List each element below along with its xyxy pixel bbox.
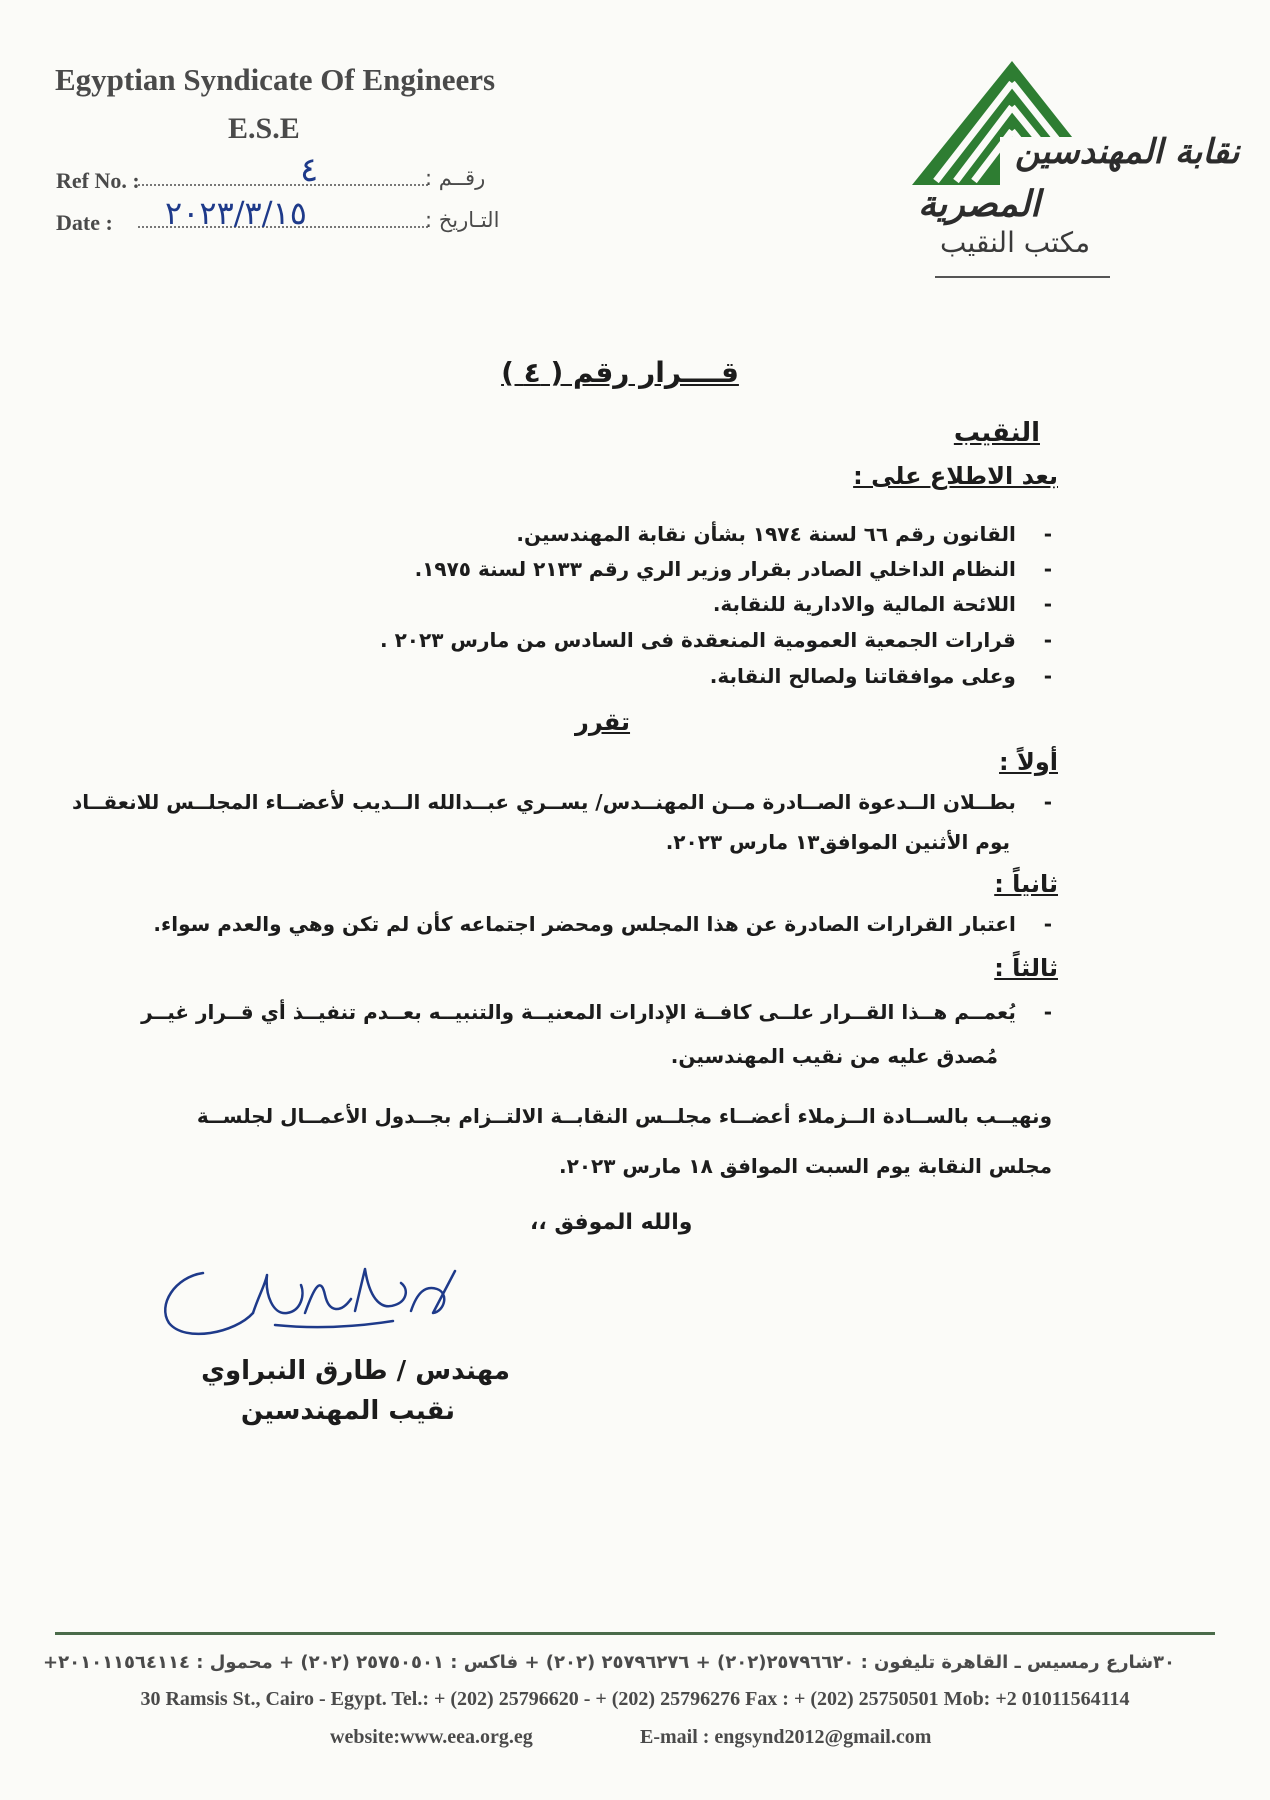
- office-underline: [935, 276, 1110, 278]
- footer-website: website:www.eea.org.eg: [330, 1726, 533, 1748]
- syndicate-logo-icon: [900, 55, 1130, 195]
- salutation: والله الموفق ،،: [530, 1210, 693, 1235]
- bullet-marker: -: [1043, 912, 1052, 936]
- reference-item: [415, 557, 1052, 581]
- first-text-line2: يوم الأثنين الموافق١٣ مارس ٢٠٢٣.: [665, 830, 1010, 854]
- third-item: [141, 1000, 1052, 1024]
- third-text-line1: يُعمــم هــذا القــرار علــى كافــة الإدارات المعنيــة والتنبيــه بعــدم تنفيــذ أي قــرار غيــر: [141, 1000, 1016, 1024]
- ref-label: Ref No. :: [56, 168, 140, 193]
- reference-text: اللائحة المالية والادارية للنقابة.: [712, 592, 1016, 616]
- signer-title: نقيب المهندسين: [240, 1396, 455, 1426]
- reference-item: [713, 592, 1052, 616]
- third-text-line2: مُصدق عليه من نقيب المهندسين.: [670, 1044, 998, 1068]
- footer-address-english: 30 Ramsis St., Cairo - Egypt. Tel.: + (202) 25796620 - + (202) 25796276 Fax : + (202) 25750501 Mob: +2 01011564114: [140, 1688, 1130, 1710]
- second-text: اعتبار القرارات الصادرة عن هذا المجلس ومحضر اجتماعه كأن لم تكن وهي والعدم سواء.: [153, 912, 1016, 936]
- bullet-marker: -: [1043, 1000, 1052, 1024]
- decides-heading: تقرر: [575, 708, 631, 736]
- bullet-marker: -: [1043, 522, 1052, 546]
- date-value: ٢٠٢٣/٣/١٥: [165, 194, 307, 232]
- decision-title: قــــرار رقم ( ٤ ): [501, 356, 739, 389]
- footer-email: E-mail : engsynd2012@gmail.com: [640, 1726, 932, 1748]
- reference-item: [710, 664, 1052, 688]
- date-label-arabic: التـاريخ :: [425, 208, 500, 232]
- handwritten-signature-icon: [155, 1255, 465, 1345]
- footer-address-arabic: ٣٠شارع رمسيس ـ القاهرة تليفون : ٢٥٧٩٦٦٢٠(٢٠٢) + ٢٥٧٩٦٢٧٦ (٢٠٢) + فاكس : ٢٥٧٥٠٥٠١ (٢٠٢) + محمول : ٢٠١٠١١٥٦٤١١٤+: [43, 1652, 1175, 1673]
- first-heading: أولاً :: [999, 748, 1058, 776]
- reference-heading: بعد الاطلاع على :: [853, 462, 1058, 490]
- closing-line1: ونهيــب بالســادة الــزملاء أعضــاء مجلــس النقابــة الالتــزام بجــدول الأعمــال لجلســة: [196, 1104, 1052, 1128]
- office-label: مكتب النقيب: [940, 226, 1091, 259]
- closing-line2: مجلس النقابة يوم السبت الموافق ١٨ مارس ٢٠٢٣.: [559, 1154, 1052, 1178]
- signer-name: مهندس / طارق النبراوي: [201, 1356, 510, 1386]
- second-heading: ثانياً :: [994, 870, 1058, 898]
- reference-text: النظام الداخلي الصادر بقرار وزير الري رقم ٢١٣٣ لسنة ١٩٧٥.: [414, 557, 1016, 581]
- date-label: Date :: [56, 210, 113, 235]
- ref-dotted-line: [138, 184, 428, 186]
- bullet-marker: -: [1043, 664, 1052, 688]
- reference-text: وعلى موافقاتنا ولصالح النقابة.: [709, 664, 1016, 688]
- ref-label-arabic: رقــم :: [425, 166, 486, 190]
- third-heading: ثالثاً :: [994, 954, 1058, 982]
- reference-text: قرارات الجمعية العمومية المنعقدة فى السادس من مارس ٢٠٢٣ .: [380, 628, 1016, 652]
- reference-item: [516, 522, 1052, 546]
- footer-divider: [55, 1632, 1215, 1635]
- reference-text: القانون رقم ٦٦ لسنة ١٩٧٤ بشأن نقابة المهندسين.: [516, 522, 1016, 546]
- organization-name: Egyptian Syndicate Of Engineers: [55, 62, 496, 97]
- organization-abbreviation: E.S.E: [228, 112, 300, 145]
- second-item: [153, 912, 1052, 936]
- logo-text-line2: المصرية: [918, 184, 1041, 225]
- bullet-marker: -: [1043, 790, 1052, 814]
- first-text-line1: بطــلان الــدعوة الصــادرة مــن المهنــدس/ يســري عبــدالله الــديب لأعضــاء المجلــس للانعقــاد: [71, 790, 1016, 814]
- bullet-marker: -: [1043, 557, 1052, 581]
- issuer-heading: النقيب: [953, 418, 1040, 448]
- bullet-marker: -: [1043, 592, 1052, 616]
- first-item: [72, 790, 1052, 814]
- ref-value: ٤: [300, 150, 319, 190]
- bullet-marker: -: [1043, 628, 1052, 652]
- logo-text-line1: نقابة المهندسين: [1015, 132, 1240, 172]
- reference-item: [380, 628, 1052, 652]
